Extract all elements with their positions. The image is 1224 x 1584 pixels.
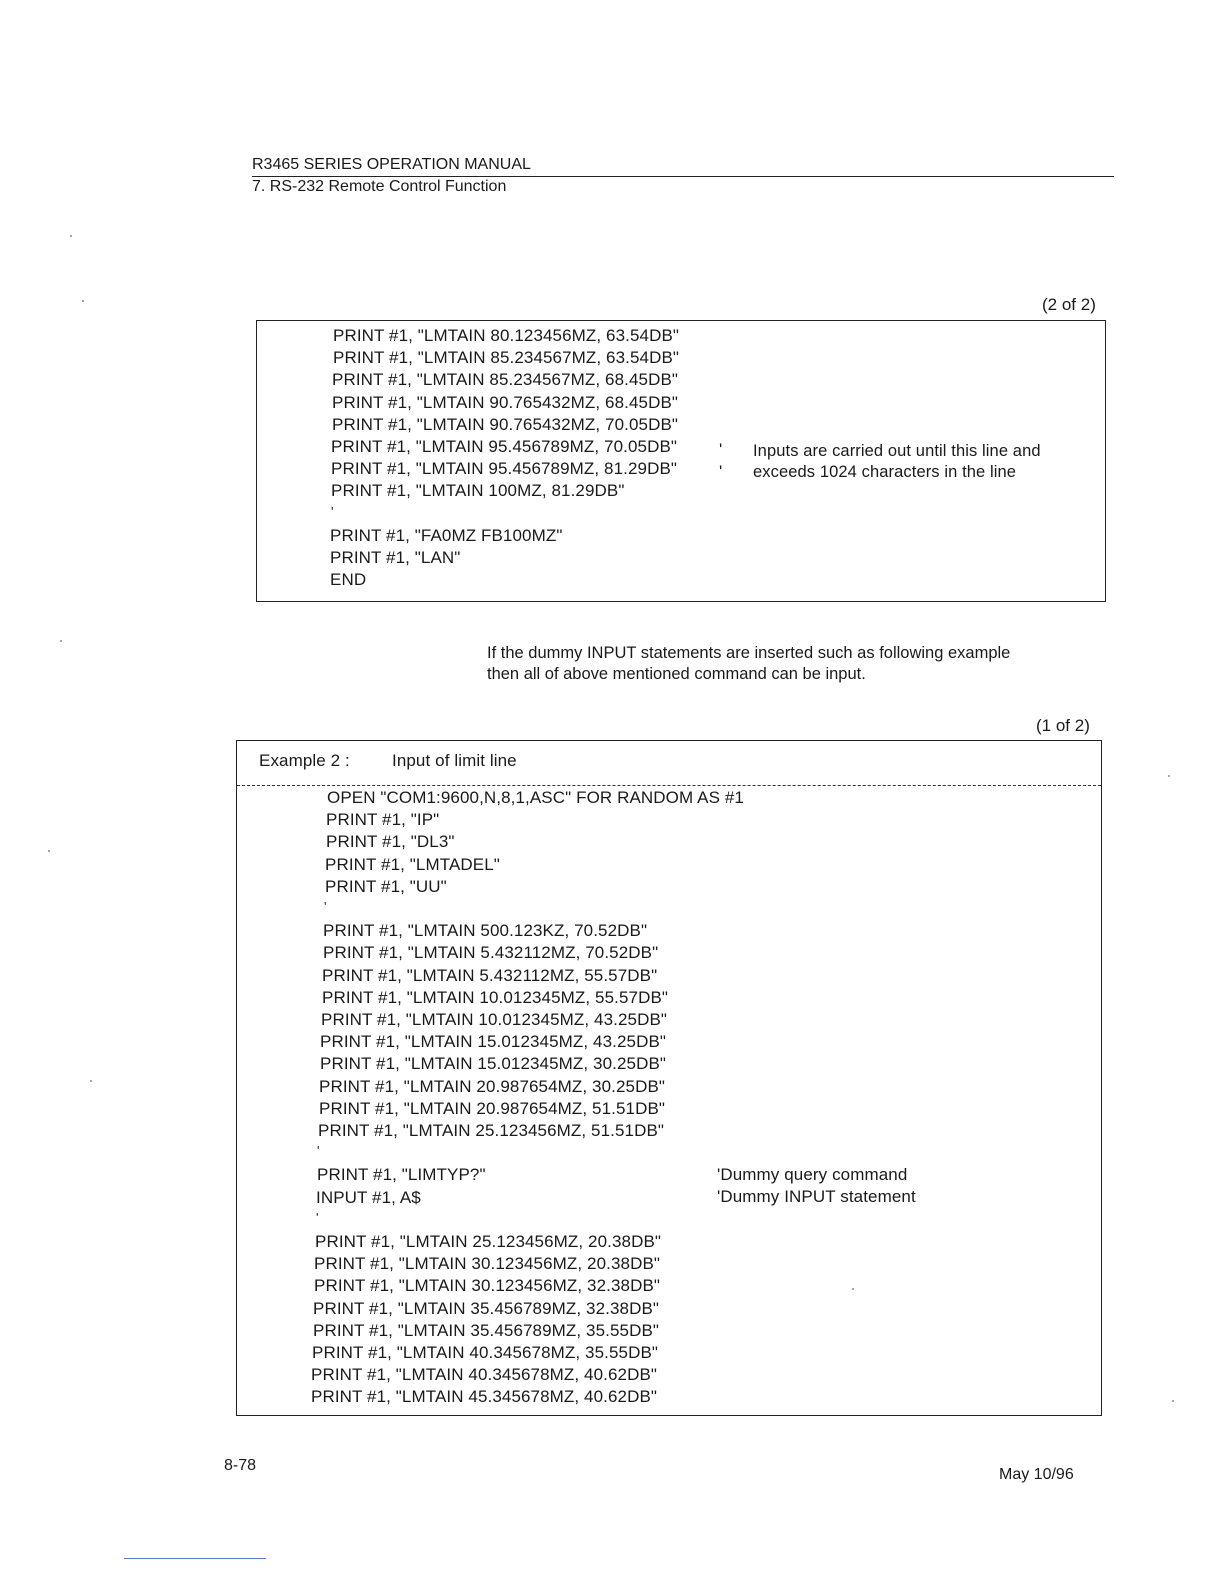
code-line: PRINT #1, "LMTAIN 15.012345MZ, 43.25DB" — [320, 1032, 667, 1052]
code-box-2 — [236, 740, 1102, 1416]
code-line: PRINT #1, "LMTAIN 20.987654MZ, 51.51DB" — [319, 1098, 666, 1118]
header-rule — [252, 176, 1114, 177]
comment-text: exceeds 1024 characters in the line — [753, 463, 1017, 481]
code-line: PRINT #1, "LMTAIN 100MZ, 81.29DB" — [331, 481, 625, 501]
comment-text: 'Dummy INPUT statement — [717, 1187, 916, 1206]
code-line: PRINT #1, "LMTAIN 10.012345MZ, 55.57DB" — [322, 987, 669, 1007]
blank-comment-line: ' — [331, 503, 334, 519]
code-line: PRINT #1, "IP" — [326, 810, 440, 830]
example-title: Input of limit line — [392, 751, 517, 770]
code-line: PRINT #1, "LMTADEL" — [325, 854, 500, 874]
code-line: PRINT #1, "LMTAIN 90.765432MZ, 70.05DB" — [332, 414, 679, 434]
code-line: PRINT #1, "LMTAIN 30.123456MZ, 20.38DB" — [314, 1254, 661, 1274]
code-line: OPEN "COM1:9600,N,8,1,ASC" FOR RANDOM AS #1 — [327, 788, 744, 807]
code-line: PRINT #1, "FA0MZ FB100MZ" — [330, 525, 563, 545]
scan-speck — [82, 300, 84, 302]
blank-comment-line: ' — [316, 1209, 319, 1225]
code-line: PRINT #1, "LMTAIN 90.765432MZ, 68.45DB" — [332, 392, 679, 412]
scan-speck — [60, 640, 62, 642]
comment-mark: ' — [719, 462, 723, 481]
code-line: PRINT #1, "LMTAIN 35.456789MZ, 32.38DB" — [313, 1298, 660, 1318]
code-line: PRINT #1, "LMTAIN 85.234567MZ, 63.54DB" — [333, 348, 680, 368]
code-line: PRINT #1, "LMTAIN 45.345678MZ, 40.62DB" — [311, 1387, 658, 1407]
code-line: PRINT #1, "LMTAIN 5.432112MZ, 55.57DB" — [322, 965, 658, 985]
code-line: PRINT #1, "LMTAIN 40.345678MZ, 35.55DB" — [312, 1343, 659, 1362]
blank-comment-line: ' — [317, 1143, 320, 1159]
code-line: PRINT #1, "LMTAIN 25.123456MZ, 51.51DB" — [318, 1121, 665, 1140]
code-line: PRINT #1, "LMTAIN 40.345678MZ, 40.62DB" — [311, 1365, 658, 1385]
code-line: PRINT #1, "LMTAIN 500.123KZ, 70.52DB" — [323, 921, 648, 941]
comment-text: Inputs are carried out until this line and — [753, 442, 1041, 460]
code-line: PRINT #1, "LAN" — [330, 548, 461, 567]
code-line: PRINT #1, "LMTAIN 95.456789MZ, 70.05DB" — [331, 437, 678, 456]
scan-artifact-rule — [124, 1558, 266, 1559]
dashed-divider — [237, 785, 1101, 786]
box1-page-label: (2 of 2) — [1042, 295, 1096, 314]
code-line: INPUT #1, A$ — [316, 1187, 421, 1207]
scan-speck — [70, 235, 72, 237]
code-line: PRINT #1, "LMTAIN 35.456789MZ, 35.55DB" — [313, 1320, 660, 1340]
code-line: PRINT #1, "LMTAIN 30.123456MZ, 32.38DB" — [314, 1276, 661, 1296]
page-number: 8-78 — [224, 1457, 257, 1474]
box2-page-label: (1 of 2) — [1036, 716, 1090, 735]
code-line: PRINT #1, "LMTAIN 25.123456MZ, 20.38DB" — [315, 1232, 662, 1251]
body-paragraph-line: then all of above mentioned command can be input. — [487, 665, 866, 683]
code-line: PRINT #1, "LMTAIN 20.987654MZ, 30.25DB" — [319, 1076, 666, 1096]
manual-title: R3465 SERIES OPERATION MANUAL — [252, 156, 531, 173]
code-line: END — [330, 570, 367, 590]
code-line: PRINT #1, "LMTAIN 5.432112MZ, 70.52DB" — [323, 943, 659, 963]
scan-speck — [48, 850, 50, 852]
code-line: PRINT #1, "DL3" — [326, 832, 455, 852]
code-line: PRINT #1, "LMTAIN 15.012345MZ, 30.25DB" — [320, 1054, 667, 1074]
blank-comment-line: ' — [324, 899, 327, 914]
code-line: PRINT #1, "LMTAIN 10.012345MZ, 43.25DB" — [321, 1010, 668, 1029]
code-line: PRINT #1, "UU" — [325, 876, 447, 896]
code-line: PRINT #1, "LMTAIN 95.456789MZ, 81.29DB" — [331, 459, 678, 479]
scan-speck — [1168, 775, 1170, 777]
code-line: PRINT #1, "LMTAIN 85.234567MZ, 68.45DB" — [332, 370, 679, 390]
comment-mark: ' — [719, 440, 723, 459]
code-box-1 — [256, 320, 1106, 602]
code-line: PRINT #1, "LMTAIN 80.123456MZ, 63.54DB" — [333, 326, 680, 345]
scan-speck — [852, 1288, 854, 1290]
code-line: PRINT #1, "LIMTYP?" — [317, 1165, 486, 1185]
example-label: Example 2 : — [259, 751, 350, 770]
scan-speck — [1172, 1400, 1174, 1402]
revision-date: May 10/96 — [999, 1466, 1074, 1483]
section-title: 7. RS-232 Remote Control Function — [252, 178, 507, 195]
comment-text: 'Dummy query command — [717, 1165, 908, 1184]
scan-speck — [90, 1080, 92, 1082]
body-paragraph-line: If the dummy INPUT statements are inserted such as following example — [487, 644, 1011, 662]
